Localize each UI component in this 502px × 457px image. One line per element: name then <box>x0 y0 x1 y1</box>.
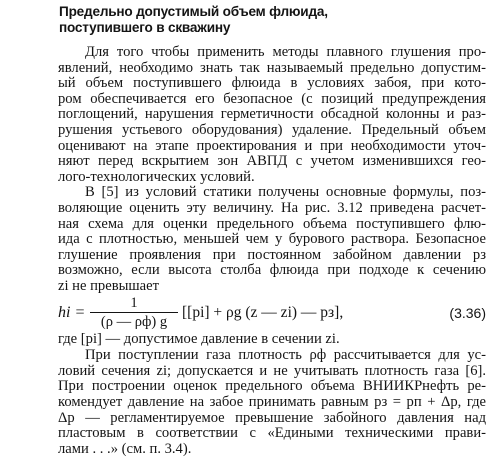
heading-line-1: Предельно допустимый объем флюида, <box>59 4 328 19</box>
paragraph-2-line-3: ная схема для оценки предельного объема поступившего флю- <box>58 215 486 232</box>
paragraph-4-line-7: лами . . .» (см. п. 3.4). <box>58 440 192 457</box>
paragraph-1-line-3: ый объем поступившего флюида в условиях забоя, при кото- <box>58 75 486 92</box>
paragraph-2-line-4: ида с плотностью, меньшей чем у бурового раствора. Безопасное <box>58 231 486 248</box>
formula-fraction <box>90 296 178 330</box>
paragraph-4-line-2: ловий сечения zi; допускается и не учитывать плотность газа [6]. <box>58 362 486 379</box>
paragraph-4-line-4: комендует давление на забое принимать равным pз = pп + Δp, где <box>58 394 486 410</box>
formula-3-36 <box>58 296 490 332</box>
paragraph-1-line-2: явлений, необходимо знать так называемый предельно допустим- <box>58 59 486 76</box>
formula-lhs: hi = <box>58 303 86 321</box>
paragraph-1-line-9: лого-технологических условий. <box>58 168 255 185</box>
paragraph-1-line-7: оценивают на этапе проектирования и при необходимости уточ- <box>58 137 486 154</box>
heading-line-2: поступившего в скважину <box>59 20 231 35</box>
paragraph-4-line-3: При построении оценок предельного объема ВНИИКРнефть ре- <box>58 378 486 395</box>
section-heading <box>59 4 459 36</box>
paragraph-1-line-8: няют перед вскрытием зон АВПД с учетом изменившихся гео- <box>58 153 486 170</box>
paragraph-4-line-1: При поступлении газа плотность ρф рассчитывается для ус- <box>85 347 486 364</box>
formula-rhs: [[pi] + ρg (z — zi) — pз], <box>182 303 344 321</box>
paragraph-1-line-4: ром обеспечивается его безопасное (с позиций предупреждения <box>58 90 486 107</box>
paragraph-2-line-5: глушение проявления при постоянном забойном давлении pз <box>58 246 486 263</box>
paragraph-2-line-1: В [5] из условий статики получены основные формулы, поз- <box>85 184 486 201</box>
fraction-bar <box>90 312 178 313</box>
paragraph-2-line-2: воляющие оценить эту величину. На рис. 3.12 приведена расчет- <box>58 200 486 216</box>
formula-number: (3.36) <box>449 304 486 321</box>
formula-numerator: 1 <box>130 294 138 311</box>
paragraph-1-line-6: рушения устьевого оборудования) удаление. Предельный объем <box>58 122 486 138</box>
paragraph-1-line-5: поглощений, нарушения герметичности обсадной колонны и раз- <box>58 106 486 123</box>
paragraph-4-line-6: пластовым в соответствии с «Едиными техническими прави- <box>58 425 486 442</box>
paragraph-1-line-1: Для того чтобы применить методы плавного глушения про- <box>85 44 486 60</box>
paragraph-2-line-6: возможно, если высота столба флюида при подходе к сечению <box>58 262 486 279</box>
paragraph-2-line-7: zi не превышает <box>58 278 159 294</box>
paragraph-3-line-1: где [pi] — допустимое давление в сечении zi. <box>58 330 340 347</box>
formula-denominator: (ρ — ρф) g <box>100 313 168 330</box>
paragraph-4-line-5: Δp — регламентируемое превышение забойного давления над <box>58 409 486 426</box>
